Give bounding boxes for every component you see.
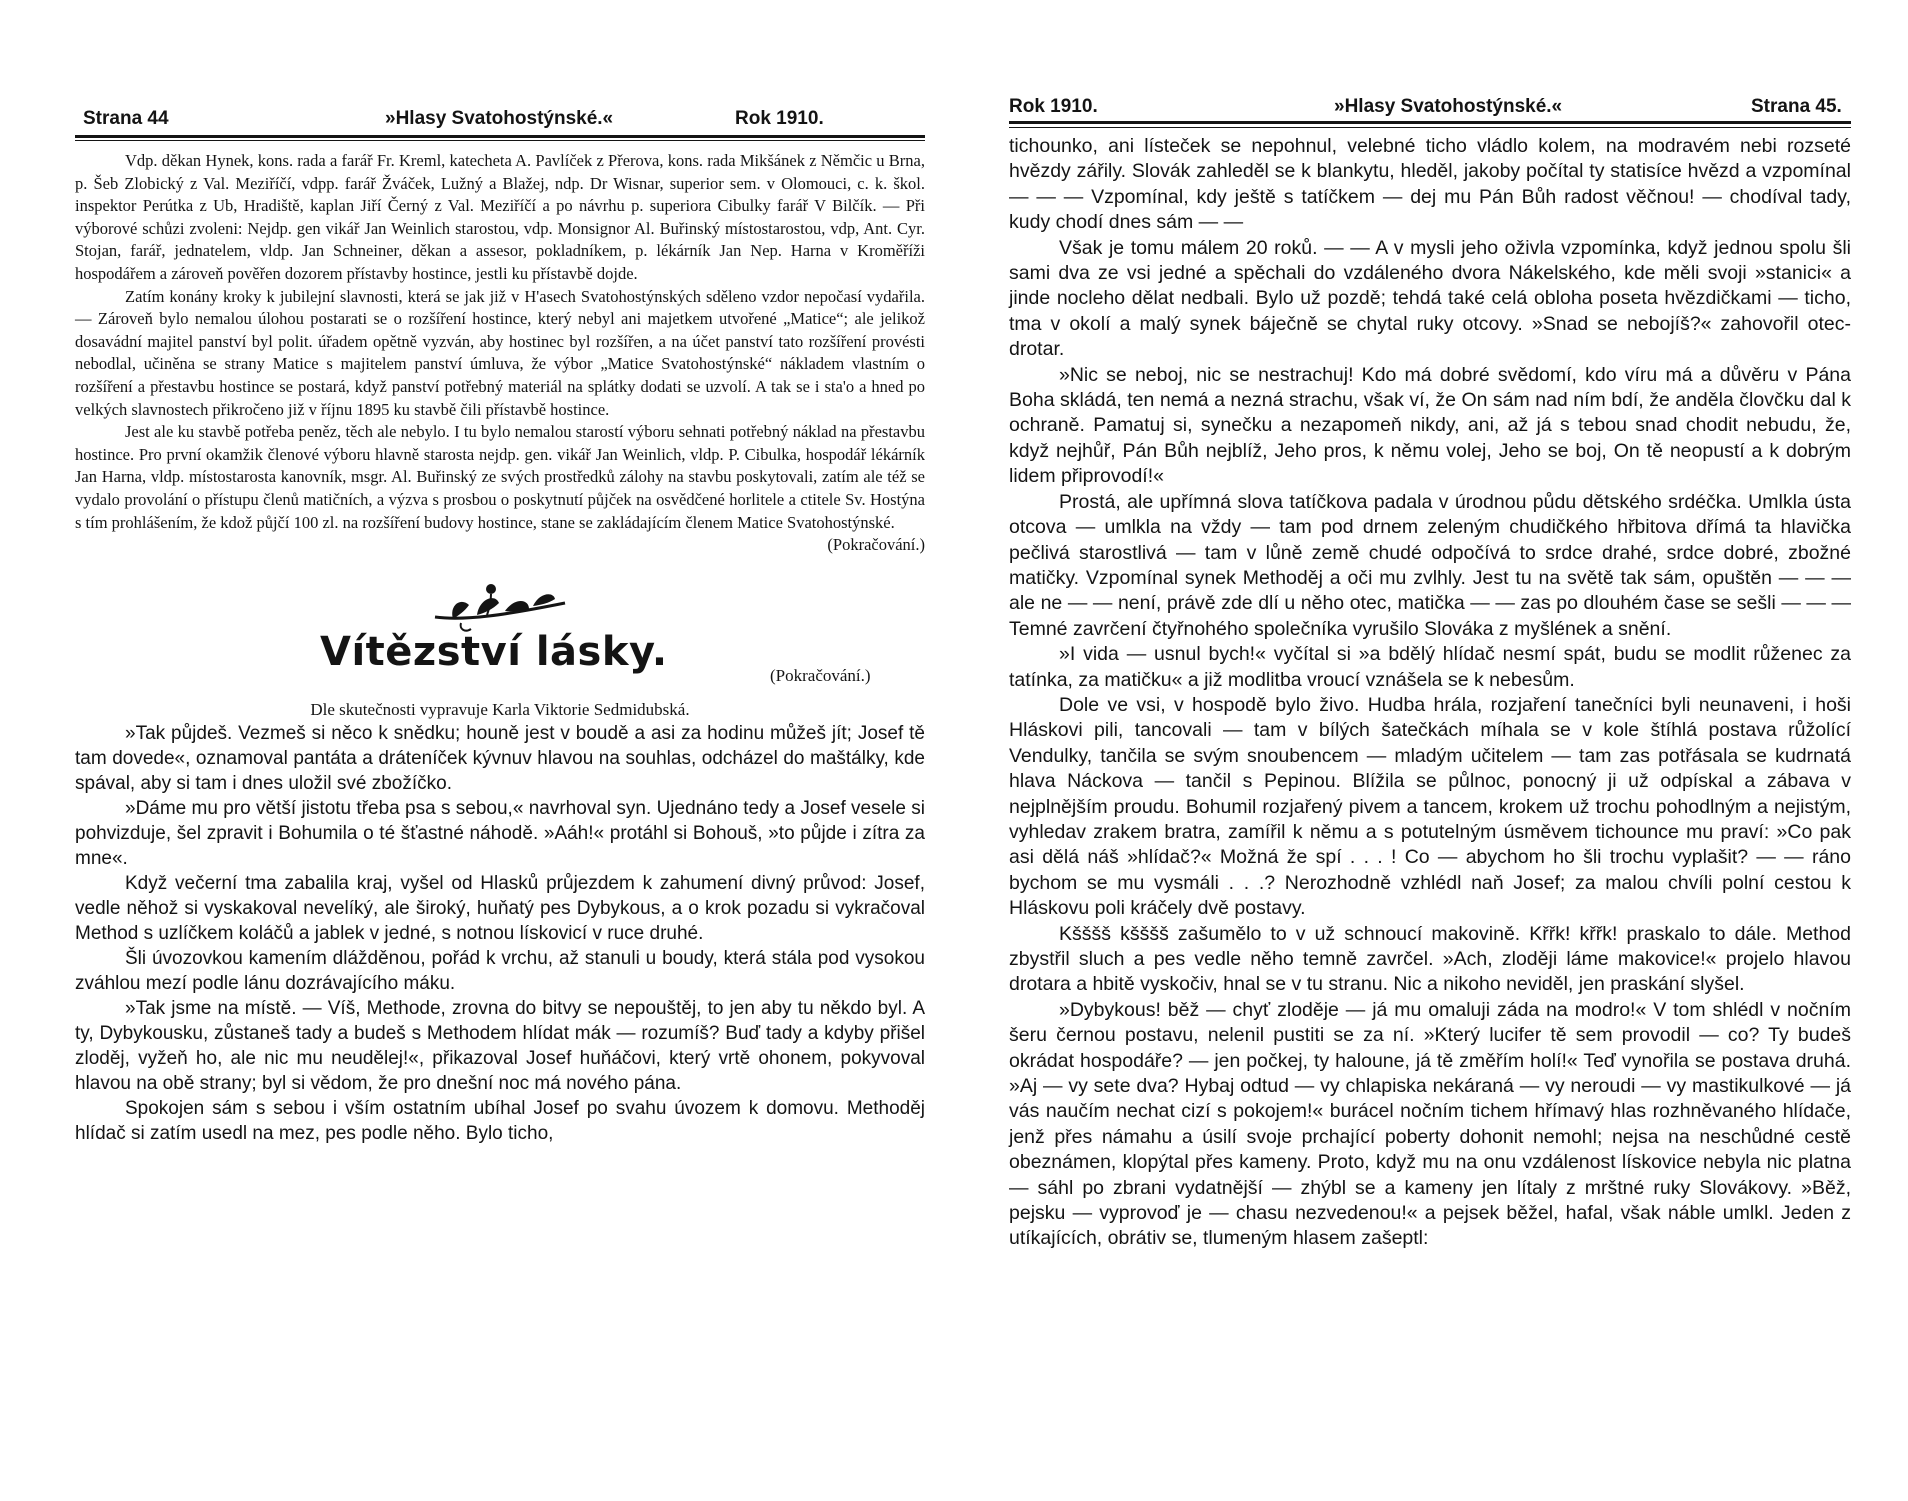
left-year: Rok 1910.: [735, 108, 824, 129]
right-running-header: [1009, 96, 1851, 122]
left-paragraph: Zatím konány kroky k jubilejní slavnosti, která se jak již v H'asech Svatohostýnských sděleno vzdor nepočasí vydařila. — Zároveň bylo nemalou úlohou postarati se o rozšíření hostince, který nebyl ani majetkem utvořené „Matice“; ale jelikož dosavádní majitel panství byl polit. úřadem opětně vyzván, aby hostinec byl rozšířen, a na účet panství tato rozšíření provésti nebodlal, učiněna se strany Matice s majitelem panství úmluva, že výbor „Matice Svatohostýnské“ nákladem vlastním o rozšíření a přestavbu hostince se postará, když panství potřebný materiál na splátky dodati se uzvolí. A tak se i sta'o a hned po velkých slavnostech přikročeno již v říjnu 1895 ku stavbě čili přístavbě hostince.: [75, 286, 925, 419]
left-header-rule-thick: [75, 135, 925, 138]
story-heading: [75, 628, 925, 699]
story-body: [75, 721, 925, 1146]
story-paragraph: Když večerní tma zabalila kraj, vyšel od Hlasků průjezdem k zahumení divný průvod: Josef, vedle něhož si vyskakoval nevelíký, ale široký, huňatý pes Dybykous, a o krok pozadu si vykračoval Method s uzlíčkem koláčů a jablek v jedné, s notnou lískovicí v ruce druhé.: [75, 873, 925, 945]
left-column: [75, 150, 925, 1146]
story-paragraph: Šli úvozovkou kamením dlážděnou, pořád k vrchu, až stanuli u boudy, která stála pod vysokou zváhlou mezí podle lánu dozrávajícího máku.: [75, 948, 925, 995]
left-page-number: Strana 44: [83, 108, 169, 129]
right-page-number: Strana 45.: [1751, 96, 1842, 117]
right-header-rule-thick: [1009, 121, 1851, 124]
right-paragraph: Kšššš kšššš zašumělo to v už schnoucí makovině. Křřk! křřk! praskalo to dále. Method zbystřil sluch a pes vedle něho temně zavrčel. »Ach, zloději láme makovice!« projelo hlavou drotara a hbitě vyskočiv, hnal se v tu stranu. Nic a nikoho neviděl, jen praskání slyšel.: [1009, 922, 1851, 996]
right-paragraph: Však je tomu málem 20 roků. — — A v mysli jeho oživla vzpomínka, když jednou spolu šli sami dva ze vsi jedné a spěchali do vzdáleného dvora Nákelského, kde měli svoji »stanici« a jinde nocleho dělat nedbali. Bylo už pozdě; tehdá také celá obloha poseta hvězdičkami — ticho, tma v okolí a malý synek báječně se chytal ruky otcovy. »Snad se nebojíš?« zahovořil otec-drotar.: [1009, 236, 1851, 361]
right-year: Rok 1910.: [1009, 96, 1098, 117]
right-column: [1009, 134, 1851, 1252]
right-journal-title: »Hlasy Svatohostýnské.«: [1334, 96, 1563, 117]
story-paragraph: Spokojen sám s sebou i vším ostatním ubíhal Josef po svahu úvozem k domovu. Methoděj hlídač si zatím usedl na mez, pes podle něho. Bylo ticho,: [75, 1098, 925, 1145]
right-paragraph: »Nic se neboj, nic se nestrachuj! Kdo má dobré svědomí, kdo víru má a důvěru v Pána Boha skládá, ten nemá a nezná strachu, však ví, že On sám nad ním bdí, že anděla človčku dal k ochraně. Pamatuj si, synečku a nezapomeň nikdy, ani, až já s tebou snad chodit nebudu, že, když nejhůř, Pán Bůh nejblíž, Jeho pros, k němu volej, Jeho se boj, On tě neopustí a k dobrým lidem připrovodí!«: [1009, 363, 1851, 488]
left-header-rule-thin: [75, 140, 925, 141]
right-header-rule-thin: [1009, 127, 1851, 128]
left-paragraph: Jest ale ku stavbě potřeba peněz, těch ale nebylo. I tu bylo nemalou starostí výboru sehnati potřebný náklad na přestavbu hostince. Pro první okamžik členové výboru hlavně starosta nejdp. gen. vikář Jan Weinlich, vldp. P. Cibulka, hospodář lékárník Jan Harna, vldp. místostarosta kanovník, msgr. Al. Buřinský ze svých prostředků zálohy na stavbu poskytovali, zatím ale též se vydalo provolání o přístupu členů matičních, a výzva s prosbou o poskytnutí půjček na osvědčené horlitele a ctitele Sv. Hostýna s tím prohlášením, že kdož půjčí 100 zl. na rozšíření budovy hostince, stane se zakládajícím členem Matice Svatohostýnské.: [75, 422, 925, 532]
right-page: [954, 0, 1908, 1501]
story-title-note: (Pokračování.): [770, 665, 871, 685]
story-paragraph: »Tak jsme na místě. — Víš, Methode, zrovna do bitvy se nepouštěj, to jen aby tu někdo byl. A ty, Dybykousku, zůstaneš tady a budeš s Methodem hlídat mák — rozumíš? Buď tady a kdyby přišel zloděj, vyžeň ho, ale nic mu neudělej!«, přikazoval Josef huňáčovi, který vrtě ohonem, pokyvoval hlavou na obě strany; byl si vědom, že pro dnešní noc má nového pána.: [75, 998, 925, 1095]
story-paragraph: »Tak půjdeš. Vezmeš si něco k snědku; houně jest v boudě a asi za hodinu můžeš jít; Josef tě tam dovede«, oznamoval pantáta a dráteníček kývnuv hlavou na souhlas, odcházel do maštálky, kde spával, aby si tam i dnes uložil své zbožíčko.: [75, 723, 925, 795]
floral-ornament-icon: [425, 575, 575, 635]
right-paragraph: tichounko, ani lísteček se nepohnul, velebné ticho vládlo kolem, na modravém nebi rozseté hvězdy zářily. Slovák zahleděl se k blankytu, hleděl, jakoby počítal ty statisíce hvězd a vzpomínal — — — Vzpomínal, kdy ještě s tatíčkem — dej mu Pán Bůh radost věčnou! — chodíval tady, kudy chodí dnes sám — —: [1009, 135, 1851, 234]
left-running-header: [75, 108, 925, 134]
left-paragraph: Vdp. děkan Hynek, kons. rada a farář Fr. Kreml, katecheta A. Pavlíček z Přerova, kons. rada Mikšánek z Němčic u Brna, p. Šeb Zlobický z Val. Meziříčí, vdpp. farář Žváček, Lužný a Blažej, ndp. Dr Wisnar, superior sem. v Olomouci, c. k. škol. inspektor Perútka z Ub, Hradiště, kaplan Jiří Černý z Val. Meziříčí a po návrhu p. superiora Cibulky farář V Bilčík. — Při výborové schůzi zvoleni: Nejdp. gen vikář Jan Weinlich starostou, vdp. Monsignor Al. Buřinský místostarostou, vdp, Ant. Cyr. Stojan, farář, jednatelem, vldp. Jan Schneiner, děkan a assesor, pokladníkem, p. lékárník Jan Nep. Harna v Kroměříži hospodářem a zároveň pověřen dozorem přístavby hostince, jestli ku přístavbě dojde.: [75, 151, 925, 283]
story-byline: Dle skutečnosti vypravuje Karla Viktorie Sedmidubská.: [310, 699, 690, 719]
right-paragraph: Prostá, ale upřímná slova tatíčkova padala v úrodnou půdu dětského srdéčka. Umlkla ústa otcova — umlkla na vždy — tam pod drnem zeleným chudičkého hřbitova dřímá ta hlavička pečlivá starostlivá — tam v lůně země chudé odpočívá to srdce drahé, srdce dobré, zbožné matičky. Vzpomínal synek Methoděj a oči mu zvlhly. Jest tu na světě tak sám, opuštěn — — — ale ne — — není, právě zde dlí u něho otec, matička — — zas po dlouhém čase se sešli — — — Temné zavrčení čtyřnohého společníka vyrušilo Slováka z myšlének a snění.: [1009, 490, 1851, 640]
right-paragraph: »I vida — usnul bych!« vyčítal si »a bdělý hlídač nesmí spát, budu se modlit růženec za tatínka, za matičku« a již modlitba vroucí vznášela se k nebesům.: [1009, 643, 1851, 691]
left-journal-title: »Hlasy Svatohostýnské.«: [385, 108, 614, 129]
right-paragraph: Dole ve vsi, v hospodě bylo živo. Hudba hrála, rozjaření tanečníci byli neunaveni, i hoši Hláskovi pili, tancovali — tam v bílých šatečkách míhala se v kole štíhlá postava růžolící Vendulky, tančila se svým snoubencem — mladým učitelem — tam zas potřásala se kudrnatá hlava Náckova — tančil s Pepinou. Blížila se půlnoc, ponocný ji už odpískal a zábava v nejplnějším proudu. Bohumil rozjařený pivem a tancem, krokem už trochu pohodlným a nejistým, vyhledav zrakem bratra, zamířil k němu a s potutelným úsměvem tichounce mu praví: »Co pak asi dělá náš »hlídač?« Možná že spí . . . ! Co — abychom ho šli trochu vyplašit? — — ráno bychom se mu vysmáli . . .? Nerozhodně vzhlédl naň Josef; za malou chvíli polní cestou k Hláskovu poli kráčely dvě postavy.: [1009, 693, 1851, 920]
story-title: Vítězství lásky.: [320, 628, 668, 675]
continued-note: (Pokračování.): [827, 535, 925, 555]
right-paragraph: »Dybykous! běž — chyť zloděje — já mu omaluji záda na modro!« V tom shlédl v nočním šeru černou postavu, nelenil pustiti se za ní. »Který lucifer tě sem provodil — co? Ty budeš okrádat hospodáře? — jen počkej, ty haloune, já tě změřím holí!« Teď vynořila se postava druhá. »Aj — vy sete dva? Hybaj odtud — vy chlapiska nekáraná — vy neroudi — vy mastikulkové — já vás naučím nechat cizí s pokojem!« burácel nočním tichem hřímavý hlas rozhněvaného hlídače, jenž přes námahu a úsilí svoje prchající poberty dohonit nemohl; nejsa na neschůdné cestě obeznámen, klopýtal přes kameny. Proto, když mu na onu vzdálenost lískovice nebyla nic platna — sáhl po zbrani vydatnější — zhýbl se a kameny jen lítaly z mrštné ruky Slovákovy. »Běž, pejsku — vyprovoď je — chasu nezvedenou!« a pejsek běžel, hafal, však náble umlkl. Jeden z utíkajících, obrátiv se, tlumeným hlasem zašeptl:: [1009, 998, 1851, 1250]
story-paragraph: »Dáme mu pro větší jistotu třeba psa s sebou,« navrhoval syn. Ujednáno tedy a Josef vesele si pohvizduje, šel zpravit i Bohumila o té šťastné náhodě. »Aáh!« protáhl si Bohouš, »to půjde i zítra za mne«.: [75, 798, 925, 870]
